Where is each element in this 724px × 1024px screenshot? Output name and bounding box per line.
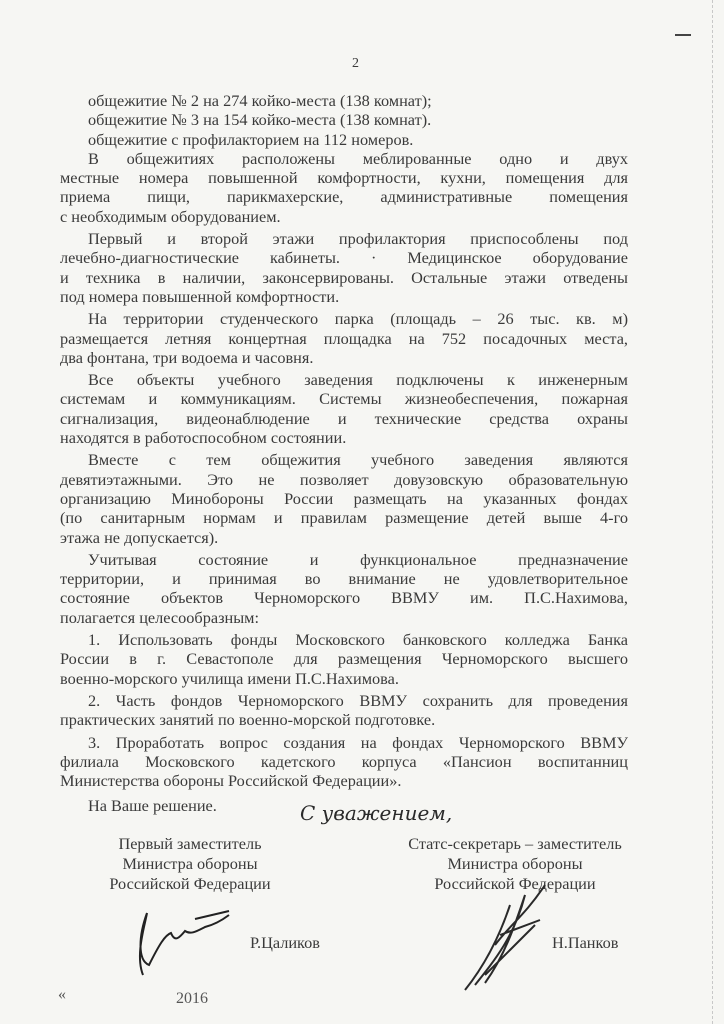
text-line: сигнализация, видеонаблюдение и технические средства охраны [60,408,628,428]
text-line: России в г. Севастополе для размещения Черноморского высшего [60,649,628,669]
signature-left [125,905,235,985]
text-line: организацию Минобороны России размещать на указанных фондах [60,488,628,508]
text-line: общежитие № 2 на 274 койко-места (138 комнат); [88,91,432,110]
title-line: Министра обороны [447,854,583,873]
paragraph [60,630,628,688]
text-line: 3. Проработать вопрос создания на фондах Черноморского ВВМУ [88,732,628,752]
paragraph [60,370,628,447]
paragraph [60,110,628,129]
text-line: Все объекты учебного заведения подключены к инженерным [88,370,628,390]
handwritten-regards: С уважением, [300,801,453,825]
text-line: находятся в работоспособном состоянии. [60,428,347,448]
text-line: общежитие № 3 на 154 койко-места (138 комнат). [88,110,432,130]
text-line: девятиэтажными. Это не позволяет довузовскую образовательную [60,469,628,489]
text-line: с необходимым оборудованием. [60,206,281,226]
title-line: Статс-секретарь – заместитель [408,834,622,853]
text-line: Учитывая состояние и функциональное предназначение [88,549,628,569]
scan-mark [675,34,691,36]
text-line: лечебно-диагностические кабинеты. · Медицинское оборудование [60,248,628,268]
page-number: 2 [352,56,359,71]
text-line: общежитие с профилакторием на 112 номеров. [88,129,414,149]
paragraph [60,229,628,306]
paragraph [60,733,628,791]
title-line: Российской Федерации [434,874,596,893]
paragraph [60,550,628,627]
text-line: Вместе с тем общежития учебного заведения являются [88,450,628,470]
text-line: Первый и второй этажи профилактория приспособлены под [88,229,628,249]
text-line: 2. Часть фондов Черноморского ВВМУ сохранить для проведения [88,690,628,710]
text-line: военно-морского училища имени П.С.Нахимова. [60,668,399,688]
paragraph [60,691,628,730]
paragraph [60,309,628,367]
date-quote: « [58,986,66,1003]
text-line: этажа не допускается). [60,527,219,547]
closing-line: На Ваше решение. [88,796,217,815]
text-line: системам и коммуникациям. Системы жизнеобеспечения, пожарная [60,389,628,409]
text-line: состояние объектов Черноморского ВВМУ им. П.С.Нахимова, [60,588,628,608]
title-line: Первый заместитель [118,834,262,853]
signatory-left-name: Р.Цаликов [250,933,320,952]
signature-right [455,865,565,995]
text-line: под номера повышенной комфортности. [60,286,340,306]
title-line: Министра обороны [122,854,258,873]
text-line: 1. Использовать фонды Московского банковского колледжа Банка [88,630,628,650]
date-year: 2016 [176,990,208,1007]
paragraph [60,149,628,226]
text-line: полагается целесообразным: [60,607,259,627]
signatory-left-title [90,834,290,894]
document-body [60,91,628,790]
text-line: размещается летняя концертная площадка на 752 посадочных места, [60,328,628,348]
text-line: территории, и принимая во внимание не удовлетворительное [60,569,628,589]
text-line: приема пищи, парикмахерские, административные помещения [60,187,628,207]
title-line: Российской Федерации [109,874,271,893]
text-line: (по санитарным нормам и правилам размещение детей выше 4-го [60,508,628,528]
text-line: Министерства обороны Российской Федерации». [60,771,402,791]
paragraph [60,91,628,110]
text-line: филиала Московского кадетского корпуса «Пансион воспитанниц [60,751,628,771]
text-line: два фонтана, три водоема и часовня. [60,347,314,367]
text-line: и техника в наличии, законсервированы. Остальные этажи отведены [60,267,628,287]
paragraph [60,130,628,149]
text-line: практических занятий по военно-морской подготовке. [60,710,436,730]
paragraph [60,450,628,546]
text-line: местные номера повышенной комфортности, кухни, помещения для [60,168,628,188]
page-edge [712,0,713,1024]
text-line: В общежитиях расположены меблированные одно и двух [88,148,628,168]
text-line: На территории студенческого парка (площадь – 26 тыс. кв. м) [88,309,628,329]
signatory-right-name: Н.Панков [552,933,619,952]
